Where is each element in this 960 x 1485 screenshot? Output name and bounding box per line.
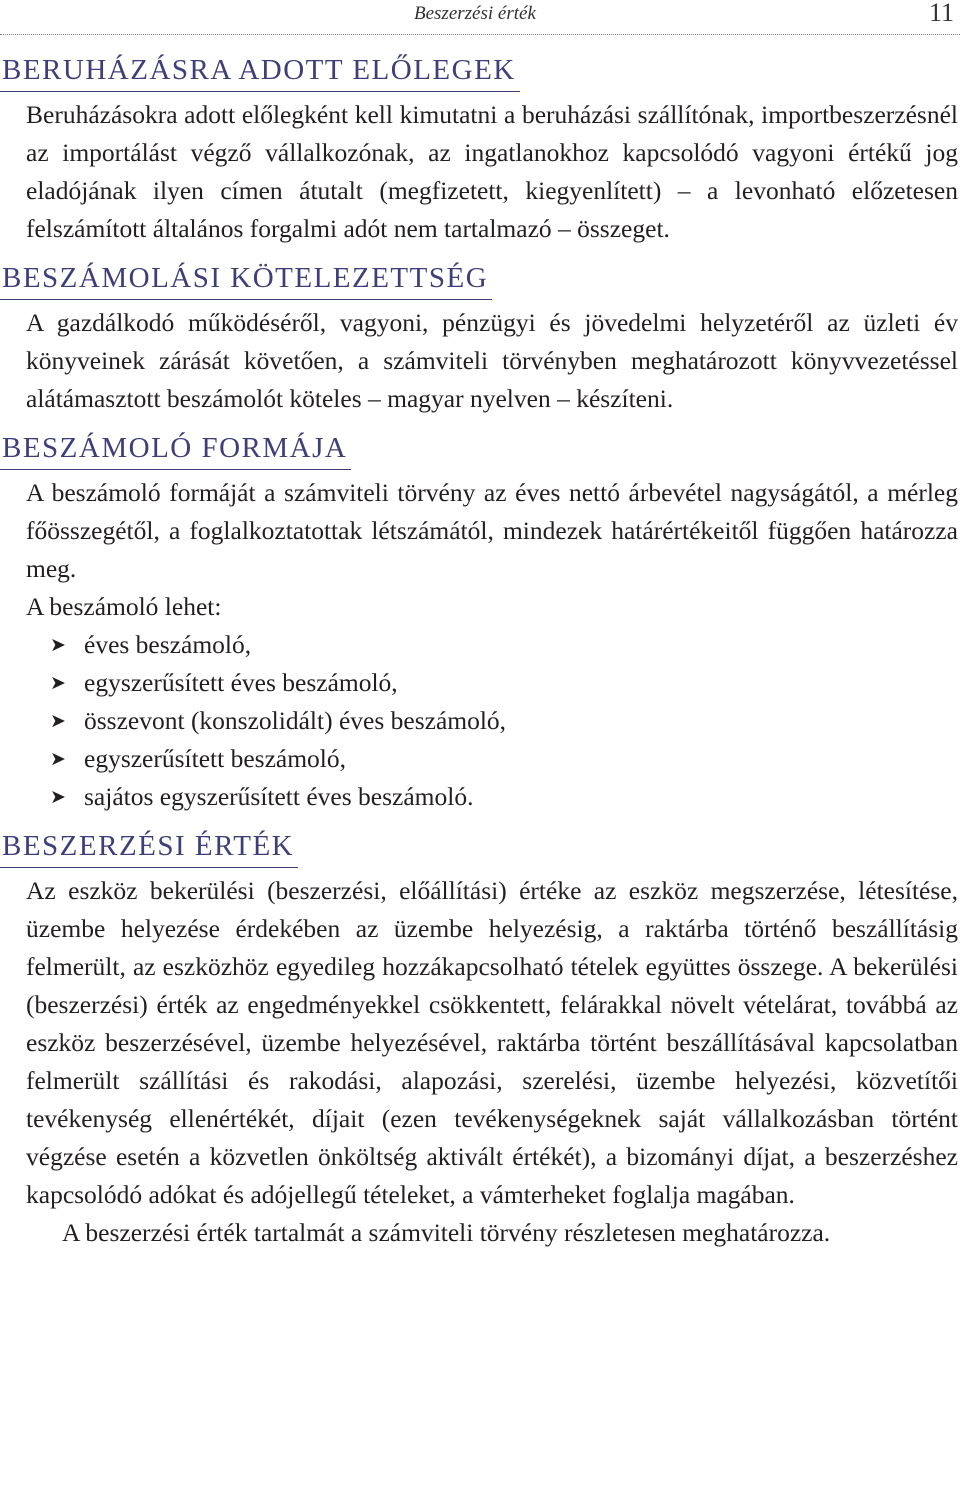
arrow-bullet-icon: ➤ <box>50 786 66 808</box>
section-heading: BESZÁMOLÁSI KÖTELEZETTSÉG <box>0 260 492 300</box>
paragraph: Az eszköz bekerülési (beszerzési, előállítási) értéke az eszköz megszerzése, létesítése, üzembe helyezése érdekében az üzembe helyezésig, a raktárba történő beszállításig felmerült, az eszközhöz egyedileg hozzákapcsolható tételek együttes összege. A bekerülési (beszerzési) érték az engedményekkel csökkentett, felárakkal növelt vételárat, továbbá az eszköz beszerzésével, üzembe helyezésével, raktárba történt beszállításával kapcsolatban felmerült szállítási és rakodási, alapozási, szerelési, üzembe helyezési, közvetítői tevékenység ellenértékét, díjait (ezen tevékenységeknek saját vállalkozásban történt végzése esetén a közvetlen önköltség aktivált értékét), a bizományi díjat, a beszerzéshez kapcsolódó adókat és adójellegű tételeket, a vámterheket foglalja magában. <box>26 876 958 1209</box>
paragraph: Beruházásokra adott előlegként kell kimutatni a beruházási szállítónak, importbeszerzésnél az importálást végző vállalkozónak, az ingatlanokhoz kapcsolódó vagyoni értékű jog eladójának ilyen címen átutalt (megfizetett, kiegyenlített) – a levonható előzetesen felszámított általános forgalmi adót nem tartalmazó – összeget. <box>26 100 958 243</box>
section-heading: BESZERZÉSI ÉRTÉK <box>0 828 298 868</box>
list-item <box>50 664 960 702</box>
paragraph: A beszámoló lehet: <box>26 592 222 621</box>
paragraph: A gazdálkodó működéséről, vagyoni, pénzügyi és jövedelmi helyzetéről az üzleti év könyveinek zárását követően, a számviteli törvényben meghatározott könyvvezetéssel alátámasztott beszámolót köteles – magyar nyelven – készíteni. <box>26 308 958 413</box>
paragraph: A beszámoló formáját a számviteli törvény az éves nettó árbevétel nagyságától, a mérleg főösszegétől, a foglalkoztatottak létszámától, mindezek határértékeitől függően határozza meg. <box>26 478 958 583</box>
arrow-bullet-icon: ➤ <box>50 672 66 694</box>
list-item-text: éves beszámoló, <box>84 630 252 659</box>
page-number: 11 <box>928 0 954 27</box>
section-heading: BERUHÁZÁSRA ADOTT ELŐLEGEK <box>0 52 520 92</box>
list-item-text: egyszerűsített beszámoló, <box>84 744 346 773</box>
section-heading: BESZÁMOLÓ FORMÁJA <box>0 430 351 470</box>
paragraph: A beszerzési érték tartalmát a számviteli törvény részletesen meghatározza. <box>62 1218 831 1247</box>
list-item-text: egyszerűsített éves beszámoló, <box>84 668 398 697</box>
report-types-list <box>0 626 960 816</box>
list-item <box>50 626 960 664</box>
arrow-bullet-icon: ➤ <box>50 634 66 656</box>
list-item <box>50 702 960 740</box>
running-header <box>0 0 960 35</box>
list-item-text: összevont (konszolidált) éves beszámoló, <box>84 706 507 735</box>
arrow-bullet-icon: ➤ <box>50 710 66 732</box>
section-beszamolo-formaja <box>0 430 960 816</box>
running-title: Beszerzési érték <box>414 3 536 24</box>
section-beruhazasra-adott-elolegek <box>0 52 960 248</box>
section-beszamolasi-kotelezettseg <box>0 260 960 418</box>
arrow-bullet-icon: ➤ <box>50 748 66 770</box>
page-content <box>0 52 960 1264</box>
list-item <box>50 778 960 816</box>
section-beszerzesi-ertek <box>0 828 960 1252</box>
list-item <box>50 740 960 778</box>
list-item-text: sajátos egyszerűsített éves beszámoló. <box>84 782 474 811</box>
